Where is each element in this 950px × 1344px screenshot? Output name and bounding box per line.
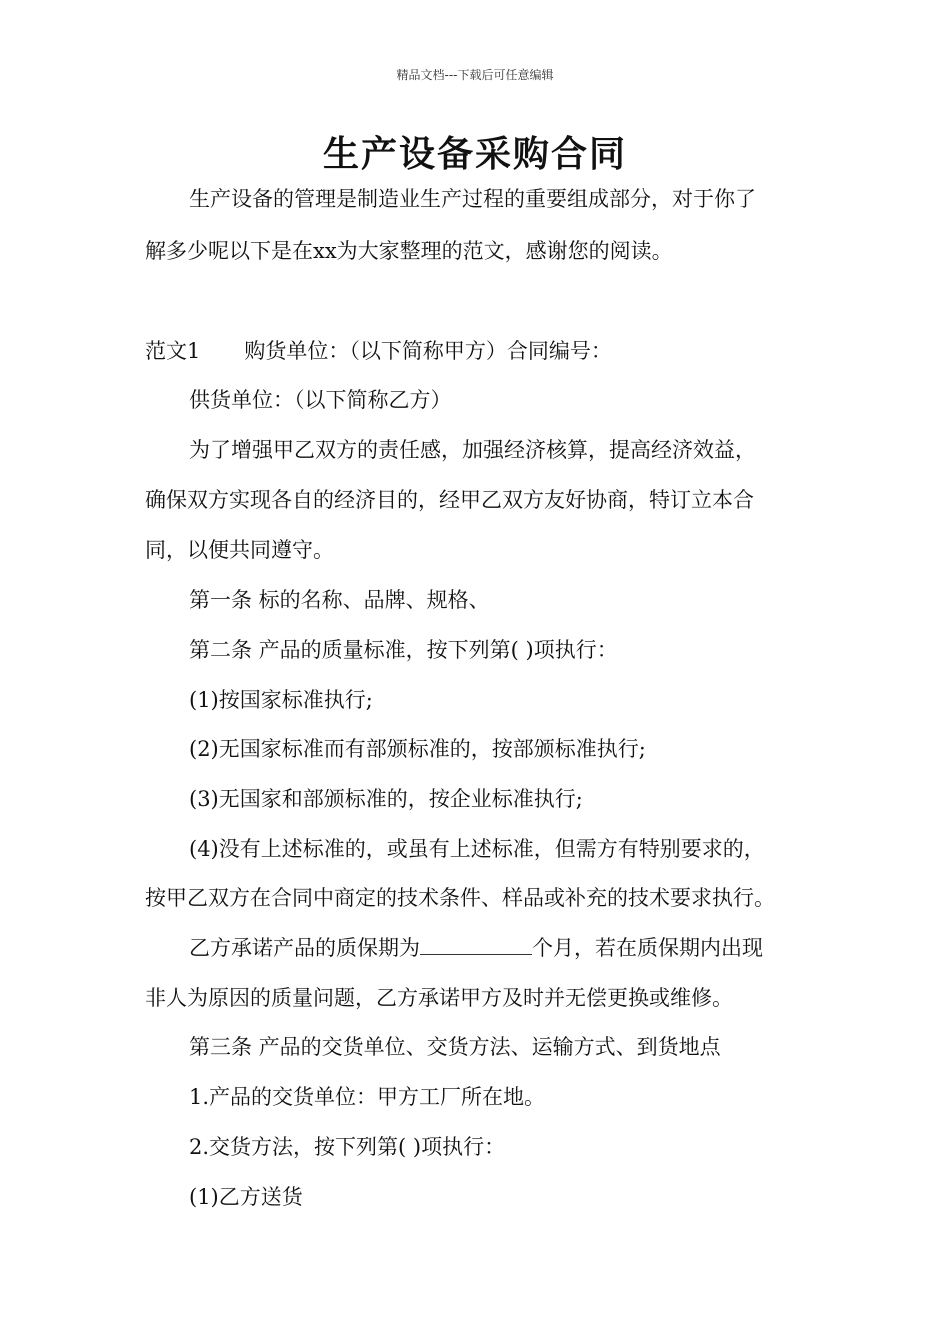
warranty-text-before: 乙方承诺产品的质保期为 [189,936,420,960]
intro-line-2: 解多少呢以下是在xx为大家整理的范文，感谢您的阅读。 [145,239,673,263]
page-header-note: 精品文档---下载后可任意编辑 [396,68,554,82]
standard-4-line-2: 按甲乙双方在合同中商定的技术条件、样品或补充的技术要求执行。 [145,886,775,910]
warranty-text-after: 个月，若在质保期内出现 [532,936,763,960]
document-title: 生产设备采购合同 [322,134,627,175]
standard-1: (1)按国家标准执行; [189,688,373,712]
warranty-line-1 [189,934,763,962]
standard-2: (2)无国家标准而有部颁标准的，按部颁标准执行; [189,737,646,761]
delivery-item-1: 1.产品的交货单位：甲方工厂所在地。 [189,1085,546,1109]
standard-4-line-1: (4)没有上述标准的，或虽有上述标准，但需方有特别要求的， [189,837,765,861]
article-3: 第三条 产品的交货单位、交货方法、运输方式、到货地点 [189,1035,721,1059]
sample-label: 范文1 [145,339,201,363]
supplier-line: 供货单位：（以下简称乙方） [189,388,452,412]
warranty-line-2: 非人为原因的质量问题，乙方承诺甲方及时并无偿更换或维修。 [145,986,733,1010]
buyer-line: 购货单位：（以下简称甲方）合同编号： [244,339,612,363]
purpose-line-1: 为了增强甲乙双方的责任感，加强经济核算，提高经济效益， [189,438,756,462]
buyer-row [145,337,612,365]
article-1: 第一条 标的名称、品牌、规格、 [189,588,490,612]
delivery-option-1: (1)乙方送货 [189,1185,303,1209]
warranty-months-blank [420,934,532,955]
article-2: 第二条 产品的质量标准，按下列第( )项执行： [189,638,618,662]
purpose-line-2: 确保双方实现各自的经济目的，经甲乙双方友好协商，特订立本合 [145,488,754,512]
standard-3: (3)无国家和部颁标准的，按企业标准执行; [189,787,583,811]
intro-line-1: 生产设备的管理是制造业生产过程的重要组成部分，对于你了 [189,187,756,211]
delivery-item-2: 2.交货方法，按下列第( )项执行： [189,1135,506,1159]
purpose-line-3: 同，以便共同遵守。 [145,538,334,562]
